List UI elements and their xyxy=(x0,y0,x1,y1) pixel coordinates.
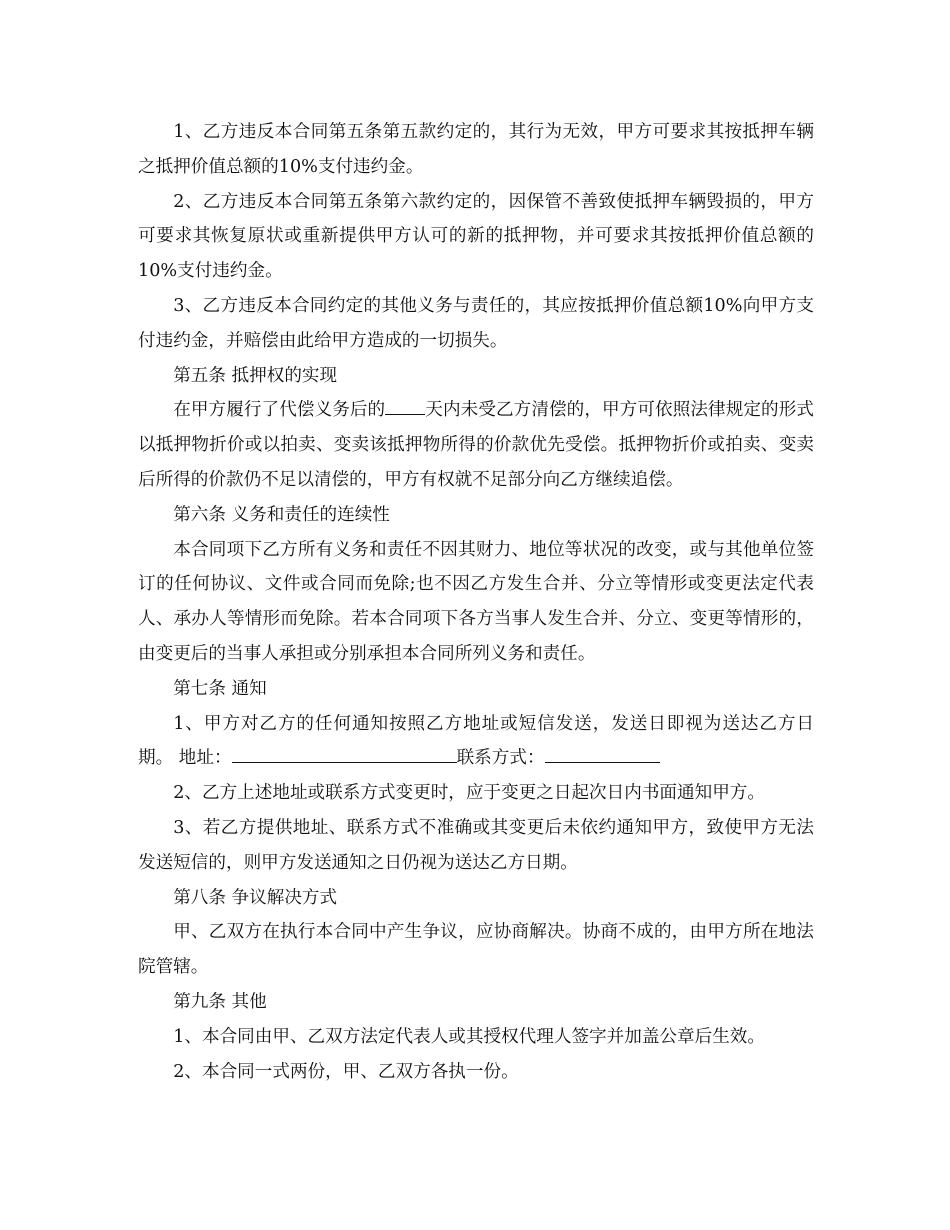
article-8-heading-text: 第八条 争议解决方式 xyxy=(173,887,338,908)
clause-item-3 xyxy=(138,289,814,359)
article-7-item-3 xyxy=(138,811,814,881)
article-8-body-text: 甲、乙双方在执行本合同中产生争议，应协商解决。协商不成的，由甲方所在地法院管辖。 xyxy=(138,922,814,978)
clause-item-1-text: 1、乙方违反本合同第五条第五款约定的，其行为无效，甲方可要求其按抵押车辆之抵押价值总额的10%支付违约金。 xyxy=(138,122,814,177)
contact-label: 联系方式： xyxy=(456,748,545,769)
clause-item-1 xyxy=(138,115,814,185)
article-7-item-3-text: 3、若乙方提供地址、联系方式不准确或其变更后未依约通知甲方，致使甲方无法发送短信的，则甲方发送通知之日仍视为送达乙方日期。 xyxy=(138,817,814,873)
article-6-body xyxy=(138,533,814,672)
article-9-item-2 xyxy=(138,1055,814,1090)
article-9-item-1-text: 1、本合同由甲、乙双方法定代表人或其授权代理人签字并加盖公章后生效。 xyxy=(173,1026,765,1047)
address-blank-line xyxy=(232,742,457,763)
article-5-heading xyxy=(138,359,814,394)
article-7-item-1 xyxy=(138,707,814,777)
article-5-body-text-end: 天内未受乙方清偿的，甲方可依照法律规定的形式以抵押物折价或以拍卖、变卖该抵押物所得的价款优先受偿。抵押物折价或拍卖、变卖后所得的价款仍不足以清偿的，甲方有权就不足部分向乙方继续追偿。 xyxy=(138,400,814,490)
article-8-heading xyxy=(138,881,814,916)
article-9-heading xyxy=(138,985,814,1020)
document-body xyxy=(138,115,814,1089)
days-blank-line xyxy=(385,394,425,415)
article-9-item-2-text: 2、本合同一式两份，甲、乙双方各执一份。 xyxy=(173,1061,519,1082)
article-6-heading xyxy=(138,498,814,533)
clause-item-2 xyxy=(138,185,814,289)
article-5-heading-text: 第五条 抵押权的实现 xyxy=(173,365,338,386)
article-9-item-1 xyxy=(138,1020,814,1055)
article-9-heading-text: 第九条 其他 xyxy=(173,991,267,1012)
article-5-body-text-start: 在甲方履行了代偿义务后的 xyxy=(173,400,386,421)
article-7-heading xyxy=(138,672,814,707)
article-7-item-2-text: 2、乙方上述地址或联系方式变更时，应于变更之日起次日内书面通知甲方。 xyxy=(173,783,765,804)
clause-item-2-text: 2、乙方违反本合同第五条第六款约定的，因保管不善致使抵押车辆毁损的，甲方可要求其恢复原状或重新提供甲方认可的新的抵押物，并可要求其按抵押价值总额的10%支付违约金。 xyxy=(138,191,814,282)
article-6-heading-text: 第六条 义务和责任的连续性 xyxy=(173,504,390,525)
article-8-body xyxy=(138,915,814,985)
article-7-item-1-text: 1、甲方对乙方的任何通知按照乙方地址或短信发送，发送日即视为送达乙方日期。 地址： xyxy=(138,713,814,769)
article-6-body-text: 本合同项下乙方所有义务和责任不因其财力、地位等状况的改变，或与其他单位签订的任何协议、文件或合同而免除;也不因乙方发生合并、分立等情形或变更法定代表人、承办人等情形而免除。若本合同项下各方当事人发生合并、分立、变更等情形的，由变更后的当事人承担或分别承担本合同所列义务和责任。 xyxy=(138,539,814,664)
article-7-heading-text: 第七条 通知 xyxy=(173,678,267,699)
article-7-item-2 xyxy=(138,776,814,811)
clause-item-3-text: 3、乙方违反本合同约定的其他义务与责任的，其应按抵押价值总额10%向甲方支付违约金，并赔偿由此给甲方造成的一切损失。 xyxy=(138,295,814,351)
article-5-body xyxy=(138,393,814,497)
contact-blank-line xyxy=(545,742,660,763)
